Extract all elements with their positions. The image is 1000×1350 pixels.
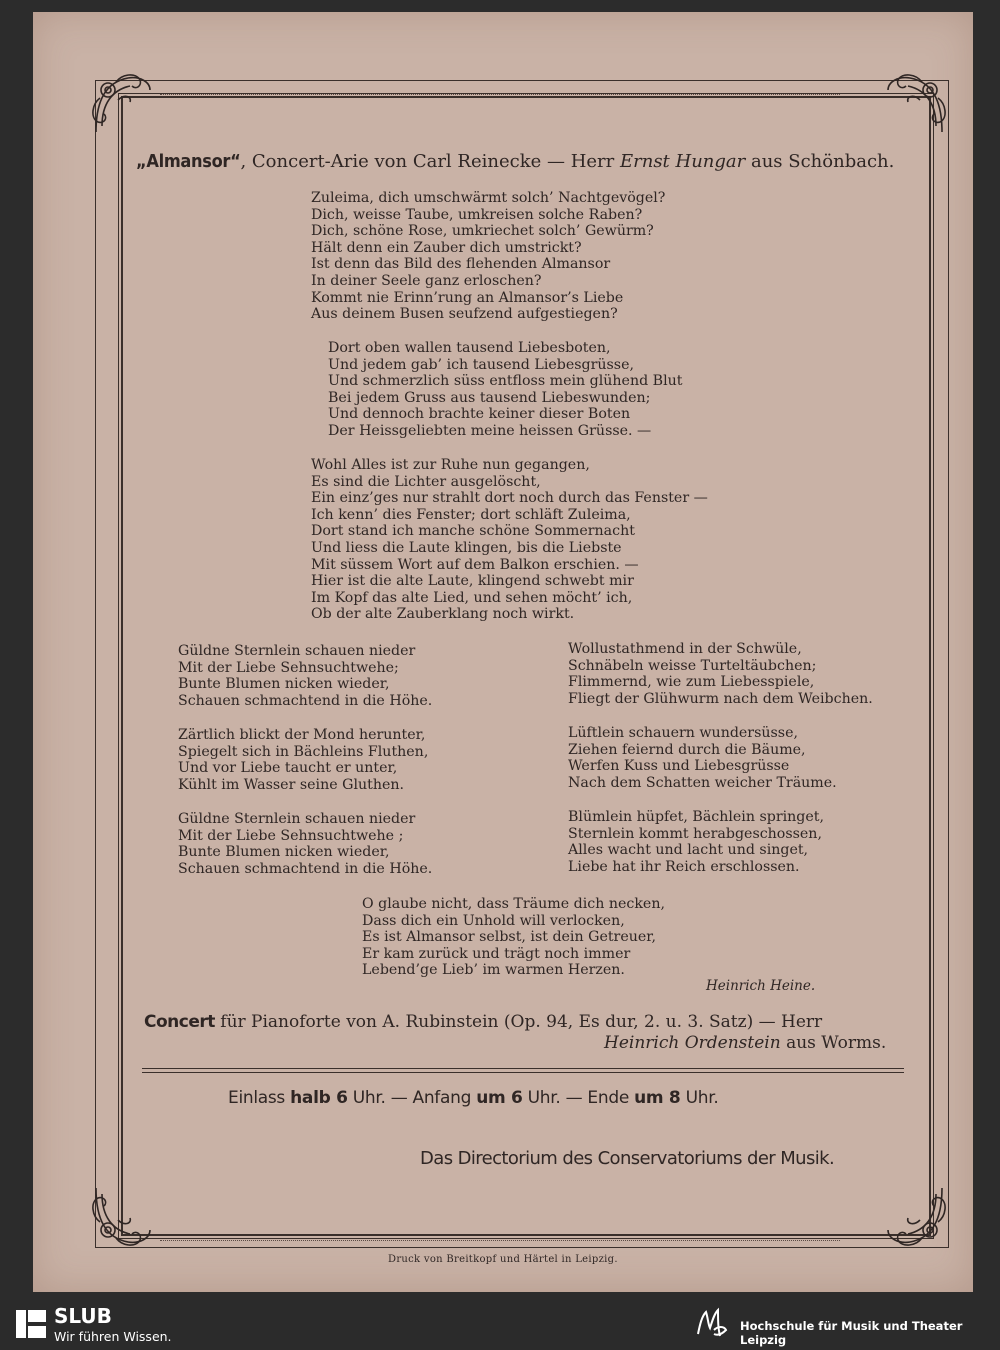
verse-line: Alles wacht und lacht und singet,	[568, 842, 809, 859]
corner-ornament-icon	[88, 1180, 158, 1250]
program-item-title	[136, 151, 894, 173]
verse-line: Kommt nie Erinn’rung an Almansor’s Liebe	[311, 289, 624, 306]
verse-line: Güldne Sternlein schauen nieder	[178, 643, 416, 659]
divider-rule	[142, 1072, 904, 1073]
work-title: „Almansor“	[136, 151, 241, 172]
performer-name: Ernst Hungar	[619, 151, 746, 172]
poet-credit: Heinrich Heine.	[706, 978, 816, 994]
bottom-ornament-line	[160, 1240, 840, 1241]
verse-line: Ein einz’ges nur strahlt dort noch durch das Fenster —	[311, 490, 708, 507]
library-tagline: Wir führen Wissen.	[54, 1329, 172, 1344]
concert-text: für Pianoforte von A. Rubinstein (Op. 94, Es dur, 2. u. 3. Satz) — Herr	[214, 1012, 823, 1032]
verse-line: Schnäbeln weisse Turteltäubchen;	[568, 657, 817, 674]
verse-line: Dich, schöne Rose, umkriechet solch’ Gewürm?	[311, 223, 654, 240]
verse-line: Schauen schmachtend in die Höhe.	[178, 860, 433, 877]
verse-line: Mit der Liebe Sehnsuchtwehe;	[178, 659, 399, 676]
stanza-3	[311, 457, 708, 623]
verse-line: Ist denn das Bild des flehenden Almansor	[311, 256, 611, 273]
verse-line: Sternlein kommt herabgeschossen,	[568, 825, 822, 842]
verse-line: Spiegelt sich in Bächleins Fluthen,	[178, 743, 429, 760]
verse-line: Wollustathmend in der Schwüle,	[568, 641, 802, 657]
program-item-concert	[144, 1011, 822, 1033]
verse-line: Zuleima, dich umschwärmt solch’ Nachtgevögel?	[311, 190, 666, 206]
performer-origin: aus Worms.	[780, 1033, 887, 1053]
schedule-text: Uhr. — Anfang	[347, 1088, 477, 1108]
library-name[interactable]: SLUB	[54, 1304, 112, 1328]
schedule-text: Uhr.	[680, 1088, 719, 1108]
verse-line: Und liess die Laute klingen, bis die Liebste	[311, 539, 622, 556]
verse-line: Im Kopf das alte Lied, und sehen möcht’ ich,	[311, 589, 633, 606]
left-stanza-2	[178, 727, 428, 793]
verse-line: Hier ist die alte Laute, klingend schwebt mir	[311, 573, 634, 590]
verse-line: Lüftlein schauern wundersüsse,	[568, 725, 798, 741]
verse-line: Werfen Kuss und Liebesgrüsse	[568, 758, 790, 775]
verse-line: Lebend’ge Lieb’ im warmen Herzen.	[362, 962, 625, 979]
verse-line: Und schmerzlich süss entfloss mein glühend Blut	[328, 373, 683, 390]
verse-line: Mit süssem Wort auf dem Balkon erschien. —	[311, 556, 639, 573]
schedule-time: halb 6	[290, 1088, 348, 1108]
verse-line: Wohl Alles ist zur Ruhe nun gegangen,	[311, 457, 590, 473]
verse-line: Ziehen feiernd durch die Bäume,	[568, 741, 806, 758]
verse-line: Ob der alte Zauberklang noch wirkt.	[311, 606, 575, 623]
verse-line: Dort stand ich manche schöne Sommernacht	[311, 523, 635, 540]
stanza-final	[362, 896, 665, 979]
verse-line: Kühlt im Wasser seine Gluthen.	[178, 776, 405, 793]
program-item-concert-performer	[604, 1032, 886, 1054]
verse-line: Blümlein hüpfet, Bächlein springet,	[568, 809, 824, 825]
right-stanza-3	[568, 809, 824, 875]
verse-line: Ich kenn’ dies Fenster; dort schläft Zuleima,	[311, 506, 631, 523]
verse-line: Und jedem gab’ ich tausend Liebesgrüsse,	[328, 356, 634, 373]
verse-line: Aus deinem Busen seufzend aufgestiegen?	[311, 306, 618, 323]
verse-line: Und vor Liebe taucht er unter,	[178, 760, 398, 777]
verse-line: Und dennoch brachte keiner dieser Boten	[328, 406, 631, 423]
right-stanza-1	[568, 641, 873, 707]
verse-line: O glaube nicht, dass Träume dich necken,	[362, 896, 665, 912]
verse-line: Der Heissgeliebten meine heissen Grüsse. —	[328, 422, 652, 439]
verse-line: Dich, weisse Taube, umkreisen solche Raben?	[311, 206, 643, 223]
verse-line: Dort oben wallen tausend Liebesboten,	[328, 340, 611, 356]
verse-line: Nach dem Schatten weicher Träume.	[568, 774, 837, 791]
left-stanza-1	[178, 643, 432, 709]
corner-ornament-icon	[880, 70, 950, 140]
verse-line: Liebe hat ihr Reich erschlossen.	[568, 858, 800, 875]
verse-line: Hält denn ein Zauber dich umstrickt?	[311, 239, 582, 256]
corner-ornament-icon	[880, 1180, 950, 1250]
divider-rule	[142, 1068, 904, 1069]
concert-label: Concert	[144, 1012, 215, 1032]
schedule-time: um 6	[476, 1088, 523, 1108]
hmt-logo-icon[interactable]	[692, 1304, 732, 1344]
printer-imprint: Druck von Breitkopf und Härtel in Leipzig.	[388, 1254, 618, 1265]
verse-line: Dass dich ein Unhold will verlocken,	[362, 912, 625, 929]
verse-line: Flimmernd, wie zum Liebesspiele,	[568, 674, 815, 691]
signature-line: Das Directorium des Conservatoriums der Musik.	[420, 1148, 835, 1169]
verse-line: Schauen schmachtend in die Höhe.	[178, 692, 433, 709]
top-ornament-line	[160, 94, 840, 95]
verse-line: In deiner Seele ganz erloschen?	[311, 272, 542, 289]
verse-line: Er kam zurück und trägt noch immer	[362, 945, 631, 962]
verse-line: Mit der Liebe Sehnsuchtwehe ;	[178, 827, 404, 844]
verse-line: Güldne Sternlein schauen nieder	[178, 811, 416, 827]
verse-line: Es ist Almansor selbst, ist dein Getreuer,	[362, 929, 656, 946]
schedule-text: Einlass	[228, 1088, 291, 1108]
verse-line: Zärtlich blickt der Mond herunter,	[178, 727, 426, 743]
stanza-1	[311, 190, 665, 323]
schedule-text: Uhr. — Ende	[522, 1088, 635, 1108]
title-text: , Concert-Arie von Carl Reinecke — Herr	[240, 151, 620, 172]
verse-line: Fliegt der Glühwurm nach dem Weibchen.	[568, 690, 873, 707]
verse-line: Es sind die Lichter ausgelöscht,	[311, 473, 541, 490]
stanza-2	[328, 340, 682, 440]
verse-line: Bunte Blumen nicken wieder,	[178, 676, 390, 693]
schedule-time: um 8	[634, 1088, 681, 1108]
verse-line: Bei jedem Gruss aus tausend Liebeswunden;	[328, 389, 651, 406]
verse-line: Bunte Blumen nicken wieder,	[178, 844, 390, 861]
left-stanza-3	[178, 811, 432, 877]
institution-name[interactable]: Hochschule für Musik und Theater Leipzig	[740, 1319, 963, 1347]
performer-origin: aus Schönbach.	[745, 151, 895, 172]
right-stanza-2	[568, 725, 837, 791]
corner-ornament-icon	[88, 70, 158, 140]
performer-name: Heinrich Ordenstein	[604, 1033, 781, 1053]
slub-logo-icon[interactable]	[14, 1306, 50, 1342]
schedule-line	[228, 1087, 718, 1109]
footer-bar	[0, 1300, 1000, 1350]
